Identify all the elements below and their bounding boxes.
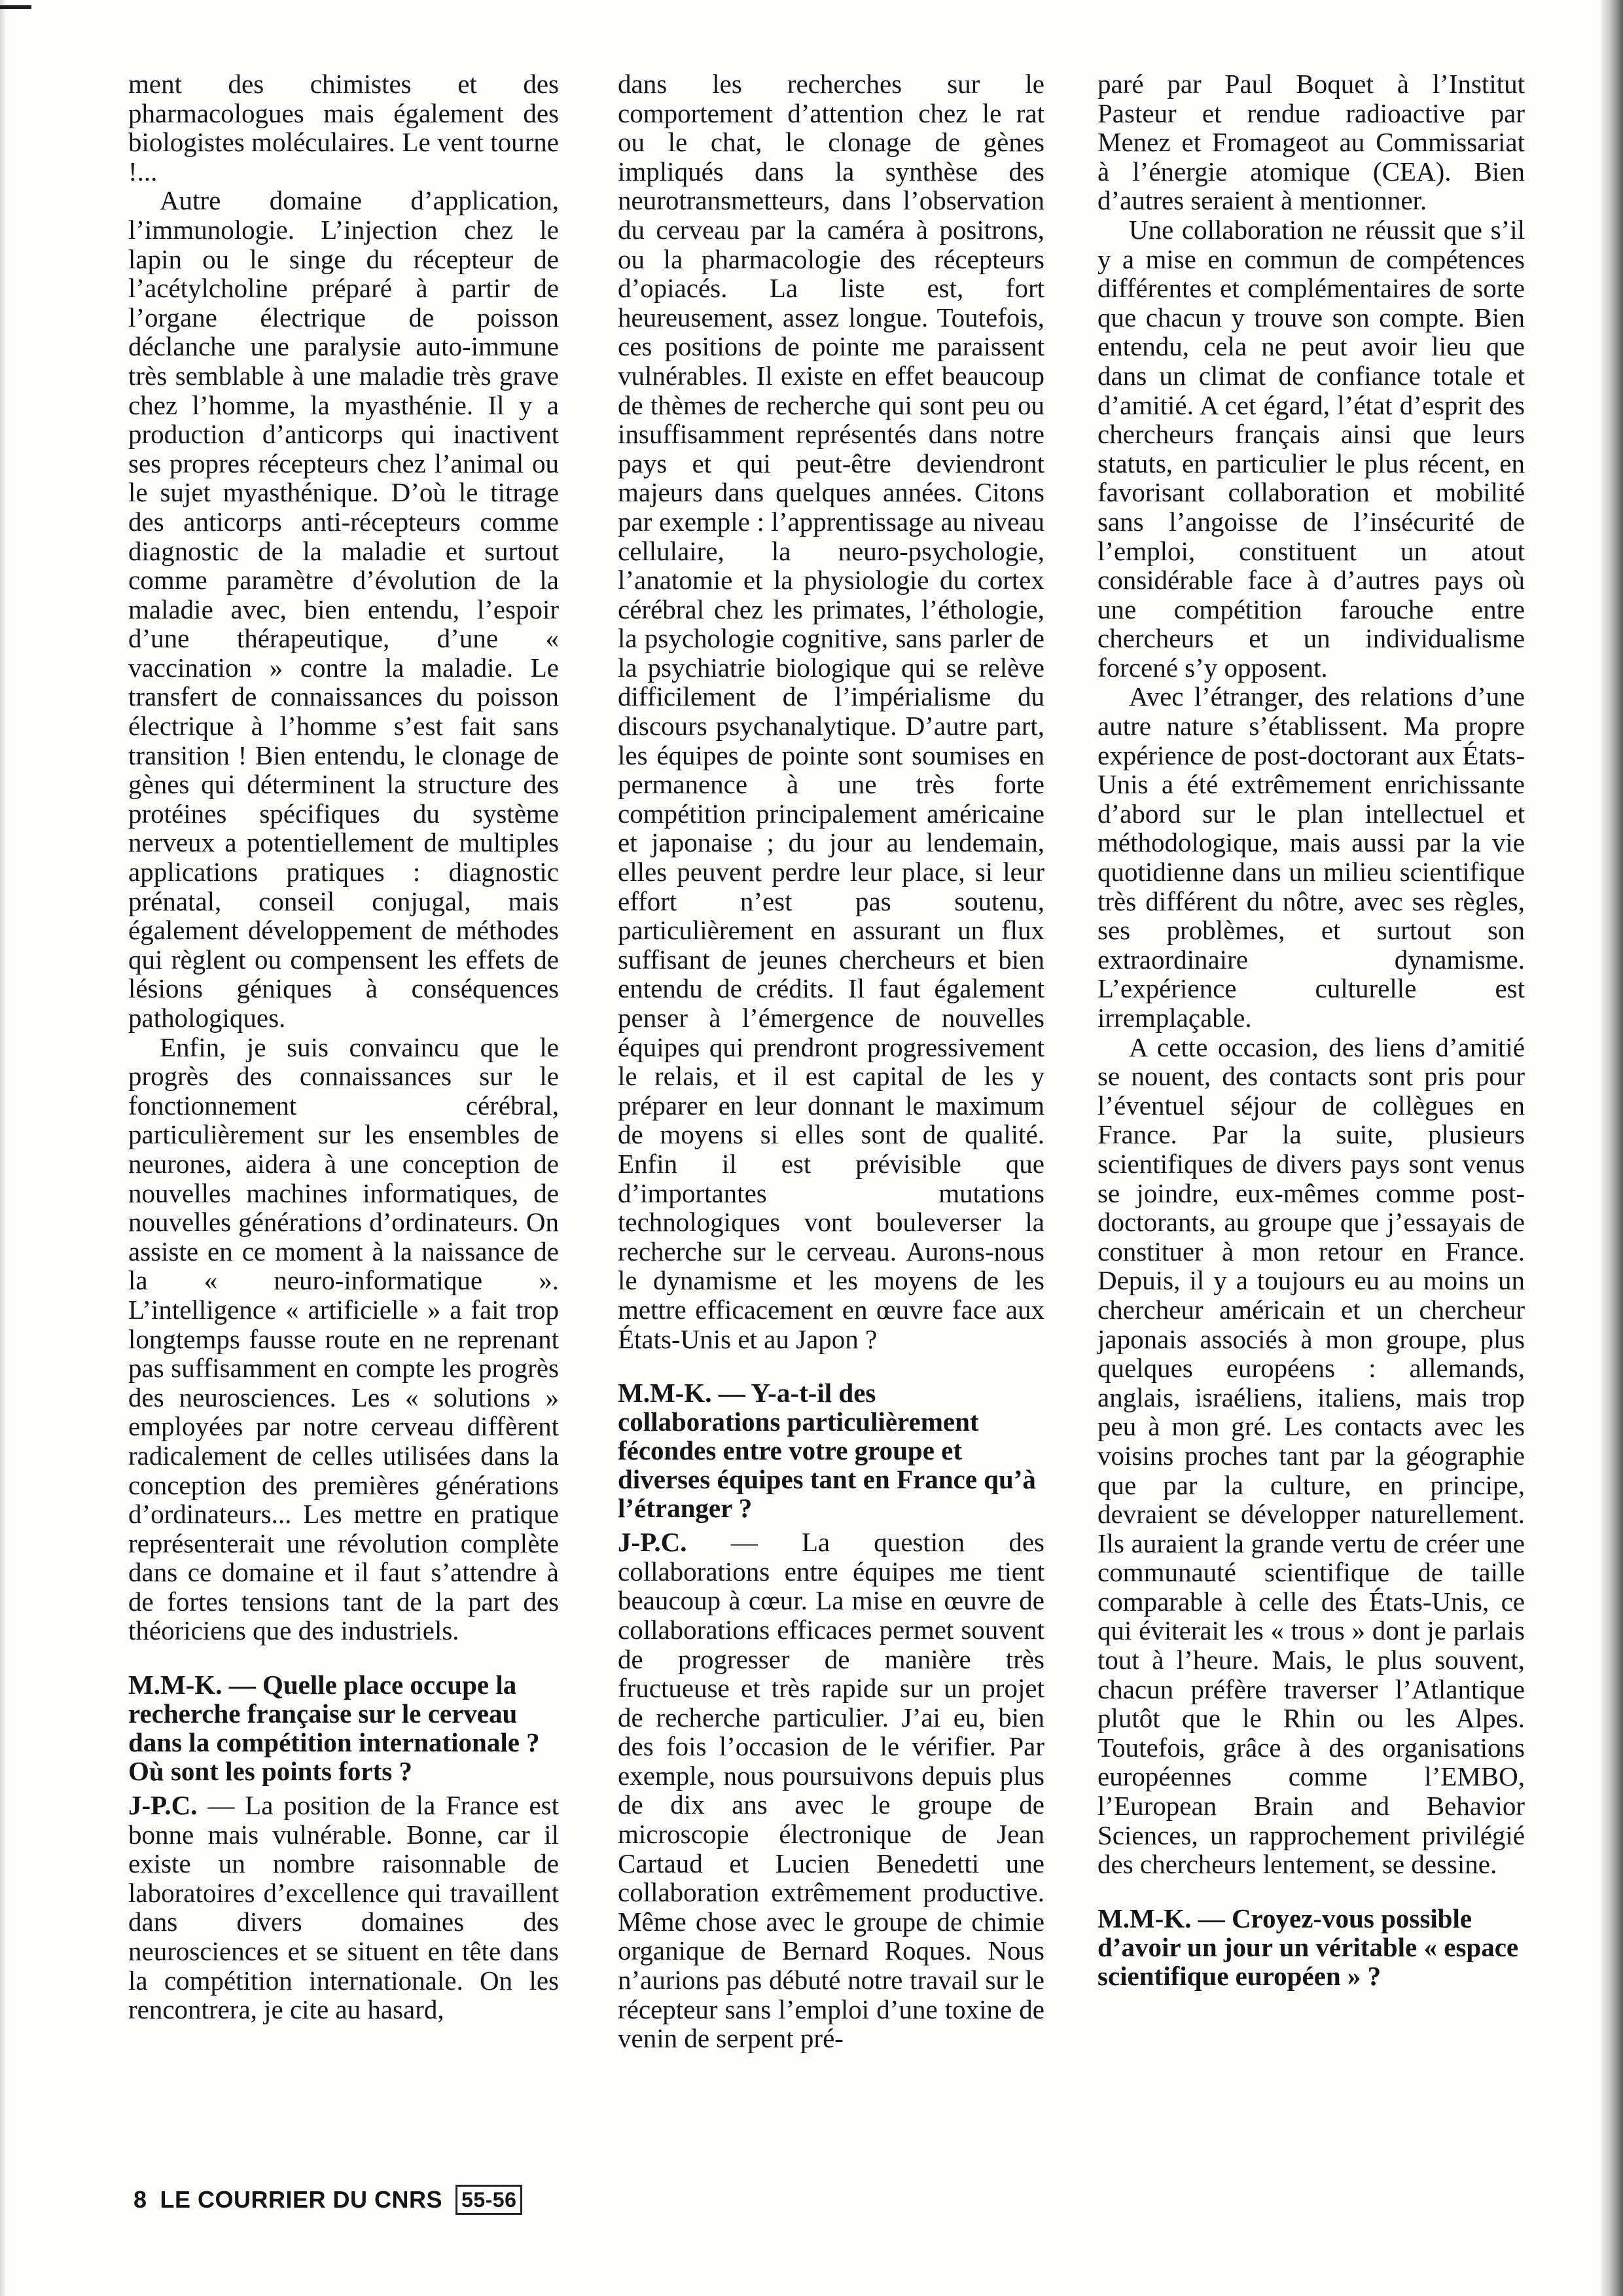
issue-number-box: 55-56 [455, 2185, 522, 2215]
body-paragraph: Avec l’étranger, des relations d’une autre nature s’établissent. Ma propre expérience de post-doctorant aux États-Unis a été extrêmement enrichissante d’abord sur le plan intellectuel et méthodologique, mais aussi par la vie quotidienne dans un milieu scientifique très différent du nôtre, avec ses règles, ses problèmes, et surtout son extraordinaire dynamisme. L’expérience culturelle est irremplaçable. [1097, 681, 1525, 1033]
speaker-label: J-P.C. [618, 1527, 687, 1558]
body-paragraph: Une collaboration ne réussit que s’il y a mise en commun de compétences différentes et complémentaires de sorte que chacun y trouve son compte. Bien entendu, cela ne peut avoir lieu que dans un climat de confiance totale et d’amitié. A cet égard, l’état d’esprit des chercheurs français ainsi que leurs statuts, en particulier le plus récent, en favorisant collaboration et mobilité sans l’angoisse de l’insécurité de l’emploi, constituent un atout considérable face à d’autres pays où une compétition farouche entre chercheurs et un individualisme forcené s’y opposent. [1097, 214, 1525, 683]
text-column-2 [618, 69, 1044, 2053]
page-footer [134, 2185, 522, 2215]
text-column-1 [128, 69, 559, 2024]
body-paragraph: ment des chimistes et des pharmacologues mais également des biologistes moléculaires. Le vent tourne !... [128, 69, 559, 187]
answer-text: — La position de la France est bonne mais vulnérable. Bonne, car il existe un nombre raisonnable de laboratoires d’excellence qui travaillent dans divers domaines des neurosciences et se situent en tête dans la compétition internationale. On les rencontrera, je cite au hasard, [128, 1790, 559, 2025]
body-paragraph: A cette occasion, des liens d’amitié se nouent, des contacts sont pris pour l’éventuel séjour de collègues en France. Par la suite, plusieurs scientifiques de divers pays sont venus se joindre, eux-mêmes comme post-doctorants, au groupe que j’essayais de constituer à mon retour en France. Depuis, il y a toujours eu au moins un chercheur américain et un chercheur japonais associés à mon groupe, plus quelques européens : allemands, anglais, israéliens, italiens, mais trop peu à mon gré. Les contacts avec les voisins proches tant par la géographie que par la culture, en principe, devraient se développer naturellement. Ils auraient la grande vertu de créer une communauté scientifique de taille comparable à celle des États-Unis, ce qui éviterait les « trous » dont je parlais tout à l’heure. Mais, le plus souvent, chacun préfère traverser l’Atlantique plutôt que le Rhin ou les Alpes. Toutefois, grâce à des organisations européennes comme l’EMBO, l’European Brain and Behavior Sciences, un rapprochement privilégié des chercheurs lentement, se dessine. [1097, 1031, 1525, 1880]
page-left-edge [0, 0, 7, 2296]
body-paragraph: paré par Paul Boquet à l’Institut Pasteur et rendue radioactive par Menez et Fromageot au Commissariat à l’énergie atomique (CEA). Bien d’autres seraient à mentionner. [1097, 69, 1525, 216]
page-number: 8 [134, 2186, 147, 2213]
page-binding-shadow [1601, 0, 1623, 2296]
interview-answer [618, 1528, 1044, 2053]
interview-question: M.M-K. — Croyez-vous possible d’avoir un jour un véritable « espace scientifique européen » ? [1097, 1903, 1519, 1991]
interview-answer [128, 1791, 559, 2024]
interview-question: M.M-K. — Y-a-t-il des collaborations particulièrement fécondes entre votre groupe et diverses équipes tant en France qu’à l’étranger ? [618, 1378, 1036, 1524]
corner-crop-mark [0, 5, 31, 9]
body-paragraph: dans les recherches sur le comportement d’attention chez le rat ou le chat, le clonage de gènes impliqués dans la synthèse des neurotransmetteurs, dans l’observation du cerveau par la caméra à positrons, ou la pharmacologie des récepteurs d’opiacés. La liste est, fort heureusement, assez longue. Toutefois, ces positions de pointe me paraissent vulnérables. Il existe en effet beaucoup de thèmes de recherche qui sont peu ou insuffisamment représentés dans notre pays et qui peut-être deviendront majeurs dans quelques années. Citons par exemple : l’apprentissage au niveau cellulaire, la neuro-psychologie, l’anatomie et la physiologie du cortex cérébral chez les primates, l’éthologie, la psychologie cognitive, sans parler de la psychiatrie biologique qui se relève difficilement de l’impérialisme du discours psychanalytique. D’autre part, les équipes de pointe sont soumises en permanence à une très forte compétition principalement américaine et japonaise ; du jour au lendemain, elles peuvent perdre leur place, si leur effort n’est pas soutenu, particulièrement en assurant un flux suffisant de jeunes chercheurs et bien entendu de crédits. Il faut également penser à l’émergence de nouvelles équipes qui prendront progressivement le relais, et il est capital de les y préparer en leur donnant le maximum de moyens si elles sont de qualité. Enfin il est prévisible que d’importantes mutations technologiques vont bouleverser la recherche sur le cerveau. Aurons-nous le dynamisme et les moyens de les mettre efficacement en œuvre face aux États-Unis et au Japon ? [618, 69, 1044, 1354]
text-column-3 [1097, 69, 1525, 1996]
publication-name: LE COURRIER DU CNRS [160, 2186, 443, 2213]
body-paragraph: Enfin, je suis convaincu que le progrès des connaissances sur le fonctionnement cérébral, particulièrement sur les ensembles de neurones, aidera à une conception de nouvelles machines informatiques, de nouvelles générations d’ordinateurs. On assiste en ce moment à la naissance de la « neuro-informatique ». L’intelligence « artificielle » a fait trop longtemps fausse route en ne reprenant pas suffisamment en compte les progrès des neurosciences. Les « solutions » employées par notre cerveau diffèrent radicalement de celles utilisées dans la conception des premières générations d’ordinateurs... Les mettre en pratique représenterait une révolution complète dans ce domaine et il faut s’attendre à de fortes tensions tant de la part des théoriciens que des industriels. [128, 1031, 559, 1646]
speaker-label: J-P.C. [128, 1790, 198, 1821]
answer-text: — La question des collaborations entre équipes me tient beaucoup à cœur. La mise en œuvre de collaborations efficaces permet souvent de progresser de manière très fructueuse et très rapide sur un projet de recherche particulier. J’ai eu, bien des fois l’occasion de le vérifier. Par exemple, nous poursuivons depuis plus de dix ans avec le groupe de microscopie électronique de Jean Cartaud et Lucien Benedetti une collaboration extrêmement productive. Même chose avec le groupe de chimie organique de Bernard Roques. Nous n’aurions pas débuté notre travail sur le récepteur sans l’emploi d’une toxine de venin de serpent pré- [618, 1527, 1044, 2054]
interview-question: M.M-K. — Quelle place occupe la recherche française sur le cerveau dans la compétition internationale ? Où sont les points forts ? [128, 1670, 540, 1787]
body-paragraph: Autre domaine d’application, l’immunologie. L’injection chez le lapin ou le singe du récepteur de l’acétylcholine préparé à partir de l’organe électrique de poisson déclanche une paralysie auto-immune très semblable à une maladie très grave chez l’homme, la myasthénie. Il y a production d’anticorps qui inactivent ses propres récepteurs chez l’animal ou le sujet myasthénique. D’où le titrage des anticorps anti-récepteurs comme diagnostic de la maladie et surtout comme paramètre d’évolution de la maladie avec, bien entendu, l’espoir d’une thérapeutique, d’une « vaccination » contre la maladie. Le transfert de connaissances du poisson électrique à l’homme s’est fait sans transition ! Bien entendu, le clonage de gènes qui déterminent la structure des protéines spécifiques du système nerveux a potentiellement de multiples applications pratiques : diagnostic prénatal, conseil conjugal, mais également développement de méthodes qui règlent ou compensent les effets de lésions géniques à conséquences pathologiques. [128, 185, 559, 1033]
